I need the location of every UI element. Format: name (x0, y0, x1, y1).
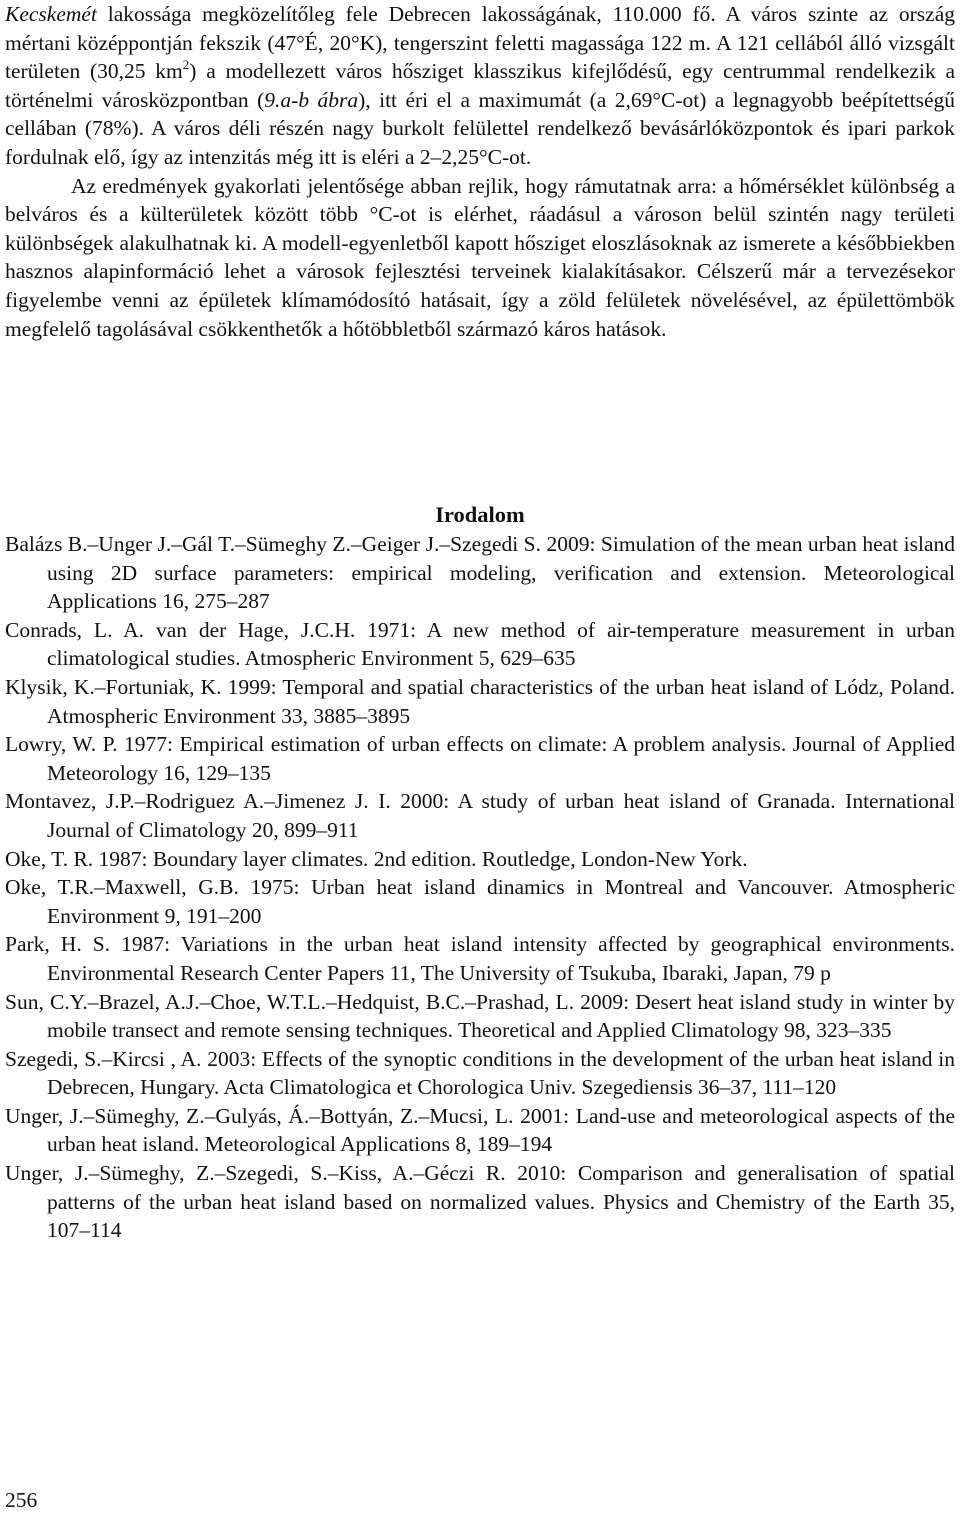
reference-item: Balázs B.–Unger J.–Gál T.–Sümeghy Z.–Geiger J.–Szegedi S. 2009: Simulation of the mean urban heat island using 2D surface parameters: empirical modeling, verification and extension. Meteorological Applications 16, 275–287 (5, 532, 955, 614)
paragraph-1-part-c: ), itt éri el a maximumát (a 2,69°C-ot) a legnagyobb beépítettségű cellában (78%). A város déli részén nagy burkolt felülettel rendelkező bevásárlóközpontok és ipari parkok fordulnak elő, így az intenzitás még itt is eléri a 2–2,25°C-ot. (5, 87, 955, 169)
reference-item: Montavez, J.P.–Rodriguez A.–Jimenez J. I. 2000: A study of urban heat island of Granada. International Journal of Climatology 20, 899–911 (5, 789, 955, 842)
reference-item: Unger, J.–Sümeghy, Z.–Szegedi, S.–Kiss, A.–Géczi R. 2010: Comparison and generalisation of spatial patterns of the urban heat island based on normalized values. Physics and Chemistry of the Earth 35, 107–114 (5, 1161, 955, 1243)
body-text (5, 0, 955, 343)
paragraph-1-part-a: lakossága megközelítőleg fele Debrecen lakosságának, 110.000 fő. A város szinte az ország mértani középpontján fekszik (47°É, 20°K), tengerszint feletti magassága 122 m. A 121 cellából álló vizsgált területen (30,25 km (5, 2, 955, 84)
superscript-2: 2 (182, 57, 190, 73)
reference-item: Oke, T.R.–Maxwell, G.B. 1975: Urban heat island dinamics in Montreal and Vancouver. Atmospheric Environment 9, 191–200 (5, 875, 955, 928)
paragraph-2: Az eredmények gyakorlati jelentősége abban rejlik, hogy rámutatnak arra: a hőmérséklet különbség a belváros és a külterületek között több °C-ot is elérhet, ráadásul a városon belül szintén nagy területi különbségek alakulhatnak ki. A modell-egyenletből kapott hősziget eloszlásoknak az ismerete a későbbiekben hasznos alapinformáció lehet a városok fejlesztési terveinek kialakításakor. Célszerű már a tervezésekor figyelembe venni az épületek klímamódosító hatásait, így a zöld felületek növelésével, az épülettömbök megfelelő tagolásával csökkenthetők a hőtöbbletből származó káros hatások. (5, 173, 955, 341)
reference-item: Sun, C.Y.–Brazel, A.J.–Choe, W.T.L.–Hedquist, B.C.–Prashad, L. 2009: Desert heat island study in winter by mobile transect and remote sensing techniques. Theoretical and Applied Climatology 98, 323–335 (5, 989, 955, 1043)
reference-item: Park, H. S. 1987: Variations in the urban heat island intensity affected by geographical environments. Environmental Research Center Papers 11, The University of Tsukuba, Ibaraki, Japan, 79 p (5, 932, 955, 985)
reference-list (5, 530, 955, 1245)
page-number: 256 (5, 1488, 38, 1512)
reference-item: Oke, T. R. 1987: Boundary layer climates. 2nd edition. Routledge, London-New York. (5, 846, 748, 871)
figure-reference: 9.a-b ábra (264, 87, 359, 112)
reference-item: Unger, J.–Sümeghy, Z.–Gulyás, Á.–Bottyán, Z.–Mucsi, L. 2001: Land-use and meteorological aspects of the urban heat island. Meteorological Applications 8, 189–194 (5, 1103, 955, 1157)
reference-item: Szegedi, S.–Kircsi , A. 2003: Effects of the synoptic conditions in the development of the urban heat island in Debrecen, Hungary. Acta Climatologica et Chorologica Univ. Szegediensis 36–37, 111–120 (5, 1046, 955, 1100)
reference-item: Klysik, K.–Fortuniak, K. 1999: Temporal and spatial characteristics of the urban heat island of Lódz, Poland. Atmospheric Environment 33, 3885–3895 (5, 674, 955, 728)
city-name: Kecskemét (5, 2, 97, 26)
paragraph-1 (5, 0, 955, 172)
reference-item: Lowry, W. P. 1977: Empirical estimation of urban effects on climate: A problem analysis. Journal of Applied Meteorology 16, 129–135 (5, 732, 955, 785)
section-heading: Irodalom (435, 502, 525, 527)
reference-item: Conrads, L. A. van der Hage, J.C.H. 1971: A new method of air-temperature measurement in urban climatological studies. Atmospheric Environment 5, 629–635 (5, 617, 955, 671)
paragraph-1-part-b: ) a modellezett város hősziget klasszikus kifejlődésű, egy centrummal rendelkezik a történelmi városközpontban ( (5, 59, 956, 112)
